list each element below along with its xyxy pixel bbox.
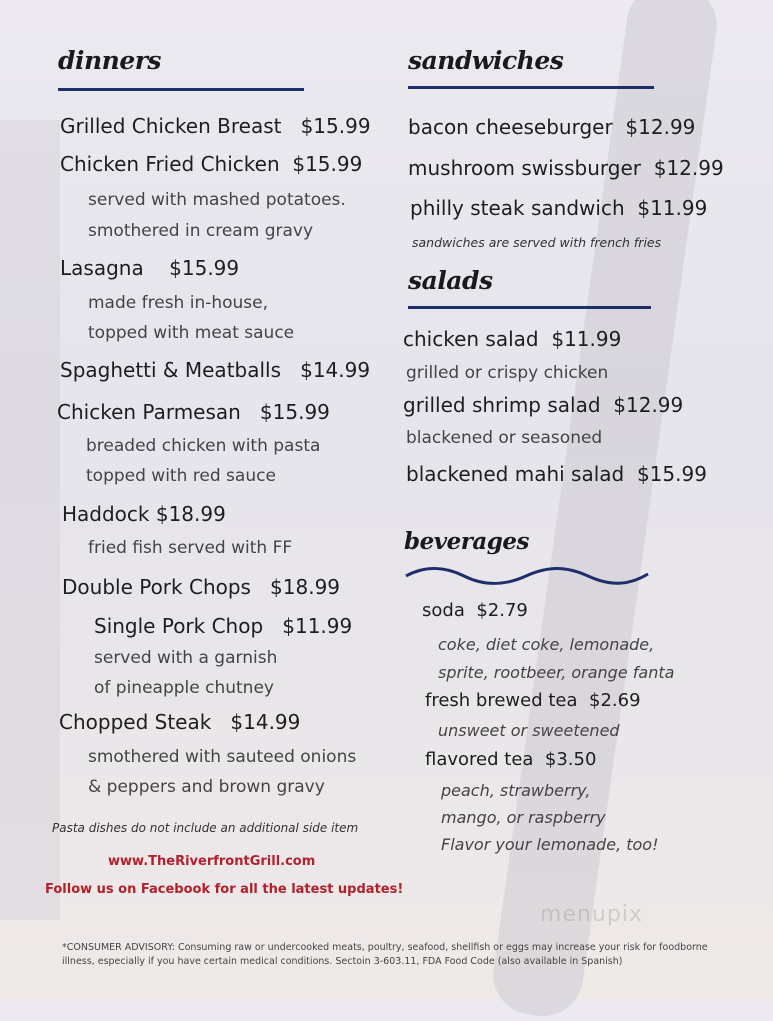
salad-item-chicken-salad: chicken salad $11.99: [403, 327, 622, 351]
dinner-desc: of pineapple chutney: [94, 678, 274, 698]
sandwich-item-bacon-cheeseburger: bacon cheeseburger $12.99: [408, 115, 696, 139]
beverage-item-soda: soda $2.79: [422, 600, 528, 621]
dinner-item-spaghetti-meatballs: Spaghetti & Meatballs $14.99: [60, 358, 371, 382]
facebook-callout: Follow us on Facebook for all the latest updates!: [45, 882, 404, 897]
background-foliage: [0, 120, 60, 920]
dinner-desc: topped with meat sauce: [88, 323, 295, 343]
salad-item-blackened-mahi: blackened mahi salad $15.99: [406, 462, 707, 486]
sandwich-item-philly-steak: philly steak sandwich $11.99: [410, 196, 708, 220]
sandwiches-heading: sandwiches: [408, 46, 564, 75]
dinner-item-single-pork-chop: Single Pork Chop $11.99: [94, 614, 353, 638]
dinner-desc: served with a garnish: [94, 648, 278, 668]
dinner-desc: served with mashed potatoes.: [88, 190, 346, 210]
dinner-item-grilled-chicken-breast: Grilled Chicken Breast $15.99: [60, 114, 371, 138]
beverage-desc: sprite, rootbeer, orange fanta: [438, 663, 675, 682]
background-palm-trunk: [488, 0, 722, 1021]
salads-rule: [408, 306, 651, 309]
pasta-note: Pasta dishes do not include an additional side item: [52, 821, 359, 835]
salad-desc: grilled or crispy chicken: [406, 363, 609, 383]
beverages-heading: beverages: [404, 528, 529, 555]
beverages-wave-rule: [404, 566, 650, 586]
dinner-desc: smothered in cream gravy: [88, 221, 314, 241]
consumer-advisory: *CONSUMER ADVISORY: Consuming raw or undercooked meats, poultry, seafood, shellfish or eggs may increase your risk for foodborne illness, especially if you have certain medical conditions. Sectoin 3-603.11, FDA Food Code (also available in Spanish): [62, 942, 708, 967]
beverage-desc: peach, strawberry,: [441, 781, 591, 800]
beverage-desc: unsweet or sweetened: [438, 721, 620, 740]
dinner-desc: topped with red sauce: [86, 466, 276, 486]
beverage-desc: mango, or raspberry: [441, 808, 606, 827]
dinner-item-haddock: Haddock $18.99: [62, 502, 226, 526]
dinner-desc: smothered with sauteed onions: [88, 747, 357, 767]
dinner-desc: fried fish served with FF: [88, 538, 293, 558]
dinner-item-chicken-fried-chicken: Chicken Fried Chicken $15.99: [60, 152, 363, 176]
beverage-item-flavored-tea: flavored tea $3.50: [425, 749, 597, 770]
website-link[interactable]: www.TheRiverfrontGrill.com: [108, 854, 316, 869]
dinner-item-lasagna: Lasagna $15.99: [60, 256, 240, 280]
dinner-desc: breaded chicken with pasta: [86, 436, 321, 456]
beverage-desc: coke, diet coke, lemonade,: [438, 635, 655, 654]
dinner-item-chopped-steak: Chopped Steak $14.99: [59, 710, 301, 734]
sandwiches-rule: [408, 86, 654, 89]
salads-heading: salads: [408, 266, 493, 295]
dinners-heading: dinners: [58, 46, 161, 75]
sandwich-item-mushroom-swissburger: mushroom swissburger $12.99: [408, 156, 724, 180]
sandwiches-note: sandwiches are served with french fries: [412, 235, 662, 250]
dinner-desc: made fresh in-house,: [88, 293, 269, 313]
beverage-item-fresh-brewed-tea: fresh brewed tea $2.69: [425, 690, 641, 711]
beverage-desc: Flavor your lemonade, too!: [441, 835, 659, 854]
dinner-desc: & peppers and brown gravy: [88, 777, 325, 797]
dinners-rule: [58, 88, 304, 91]
dinner-item-double-pork-chops: Double Pork Chops $18.99: [62, 575, 341, 599]
salad-item-grilled-shrimp-salad: grilled shrimp salad $12.99: [403, 393, 684, 417]
dinner-item-chicken-parmesan: Chicken Parmesan $15.99: [57, 400, 330, 424]
menupix-watermark: menupix: [540, 902, 643, 927]
salad-desc: blackened or seasoned: [406, 428, 603, 448]
